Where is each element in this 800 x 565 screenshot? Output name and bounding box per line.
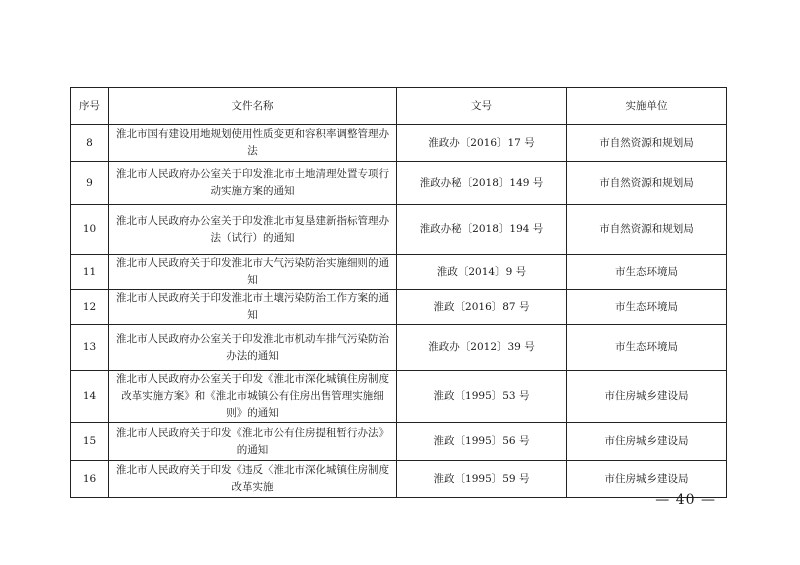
row-file-name: 淮北市人民政府关于印发淮北市大气污染防治实施细则的通知 bbox=[109, 255, 397, 290]
header-file-name: 文件名称 bbox=[109, 88, 397, 125]
row-seq: 13 bbox=[71, 325, 109, 371]
table-row bbox=[71, 205, 727, 255]
row-doc-number: 淮政办〔2012〕39 号 bbox=[397, 325, 567, 371]
page-number: — 40 — bbox=[655, 492, 716, 508]
row-unit: 市住房城乡建设局 bbox=[567, 461, 727, 498]
row-file-name: 淮北市人民政府关于印发淮北市土壤污染防治工作方案的通知 bbox=[109, 290, 397, 325]
row-unit: 市住房城乡建设局 bbox=[567, 371, 727, 423]
table-header-row bbox=[71, 88, 727, 125]
row-file-name: 淮北市人民政府办公室关于印发淮北市复垦建新指标管理办法（试行）的通知 bbox=[109, 205, 397, 255]
row-file-name: 淮北市人民政府办公室关于印发淮北市机动车排气污染防治办法的通知 bbox=[109, 325, 397, 371]
row-unit: 市住房城乡建设局 bbox=[567, 423, 727, 461]
row-seq: 9 bbox=[71, 162, 109, 205]
header-seq: 序号 bbox=[71, 88, 109, 125]
row-seq: 15 bbox=[71, 423, 109, 461]
document-table bbox=[70, 87, 727, 498]
row-seq: 10 bbox=[71, 205, 109, 255]
row-doc-number: 淮政办〔2016〕17 号 bbox=[397, 125, 567, 162]
table-row bbox=[71, 325, 727, 371]
row-doc-number: 淮政〔1995〕56 号 bbox=[397, 423, 567, 461]
table-row bbox=[71, 423, 727, 461]
row-doc-number: 淮政〔1995〕53 号 bbox=[397, 371, 567, 423]
row-unit: 市生态环境局 bbox=[567, 255, 727, 290]
table-row bbox=[71, 461, 727, 498]
row-seq: 14 bbox=[71, 371, 109, 423]
row-file-name: 淮北市人民政府办公室关于印发淮北市土地清理处置专项行动实施方案的通知 bbox=[109, 162, 397, 205]
table-row bbox=[71, 255, 727, 290]
row-seq: 11 bbox=[71, 255, 109, 290]
row-unit: 市生态环境局 bbox=[567, 325, 727, 371]
row-seq: 12 bbox=[71, 290, 109, 325]
row-doc-number: 淮政〔2016〕87 号 bbox=[397, 290, 567, 325]
table-row bbox=[71, 125, 727, 162]
table-row bbox=[71, 371, 727, 423]
row-doc-number: 淮政〔1995〕59 号 bbox=[397, 461, 567, 498]
row-file-name: 淮北市人民政府办公室关于印发《淮北市深化城镇住房制度改革实施方案》和《淮北市城镇公有住房出售管理实施细则》的通知 bbox=[109, 371, 397, 423]
row-file-name: 淮北市人民政府关于印发《淮北市公有住房提租暂行办法》的通知 bbox=[109, 423, 397, 461]
row-unit: 市自然资源和规划局 bbox=[567, 162, 727, 205]
header-implementing-unit: 实施单位 bbox=[567, 88, 727, 125]
row-unit: 市自然资源和规划局 bbox=[567, 125, 727, 162]
row-file-name: 淮北市人民政府关于印发《违反〈淮北市深化城镇住房制度改革实施 bbox=[109, 461, 397, 498]
row-doc-number: 淮政办秘〔2018〕194 号 bbox=[397, 205, 567, 255]
row-file-name: 淮北市国有建设用地规划使用性质变更和容积率调整管理办法 bbox=[109, 125, 397, 162]
row-seq: 8 bbox=[71, 125, 109, 162]
row-doc-number: 淮政〔2014〕9 号 bbox=[397, 255, 567, 290]
table-row bbox=[71, 162, 727, 205]
row-doc-number: 淮政办秘〔2018〕149 号 bbox=[397, 162, 567, 205]
row-unit: 市自然资源和规划局 bbox=[567, 205, 727, 255]
row-unit: 市生态环境局 bbox=[567, 290, 727, 325]
table-row bbox=[71, 290, 727, 325]
row-seq: 16 bbox=[71, 461, 109, 498]
header-doc-number: 文号 bbox=[397, 88, 567, 125]
